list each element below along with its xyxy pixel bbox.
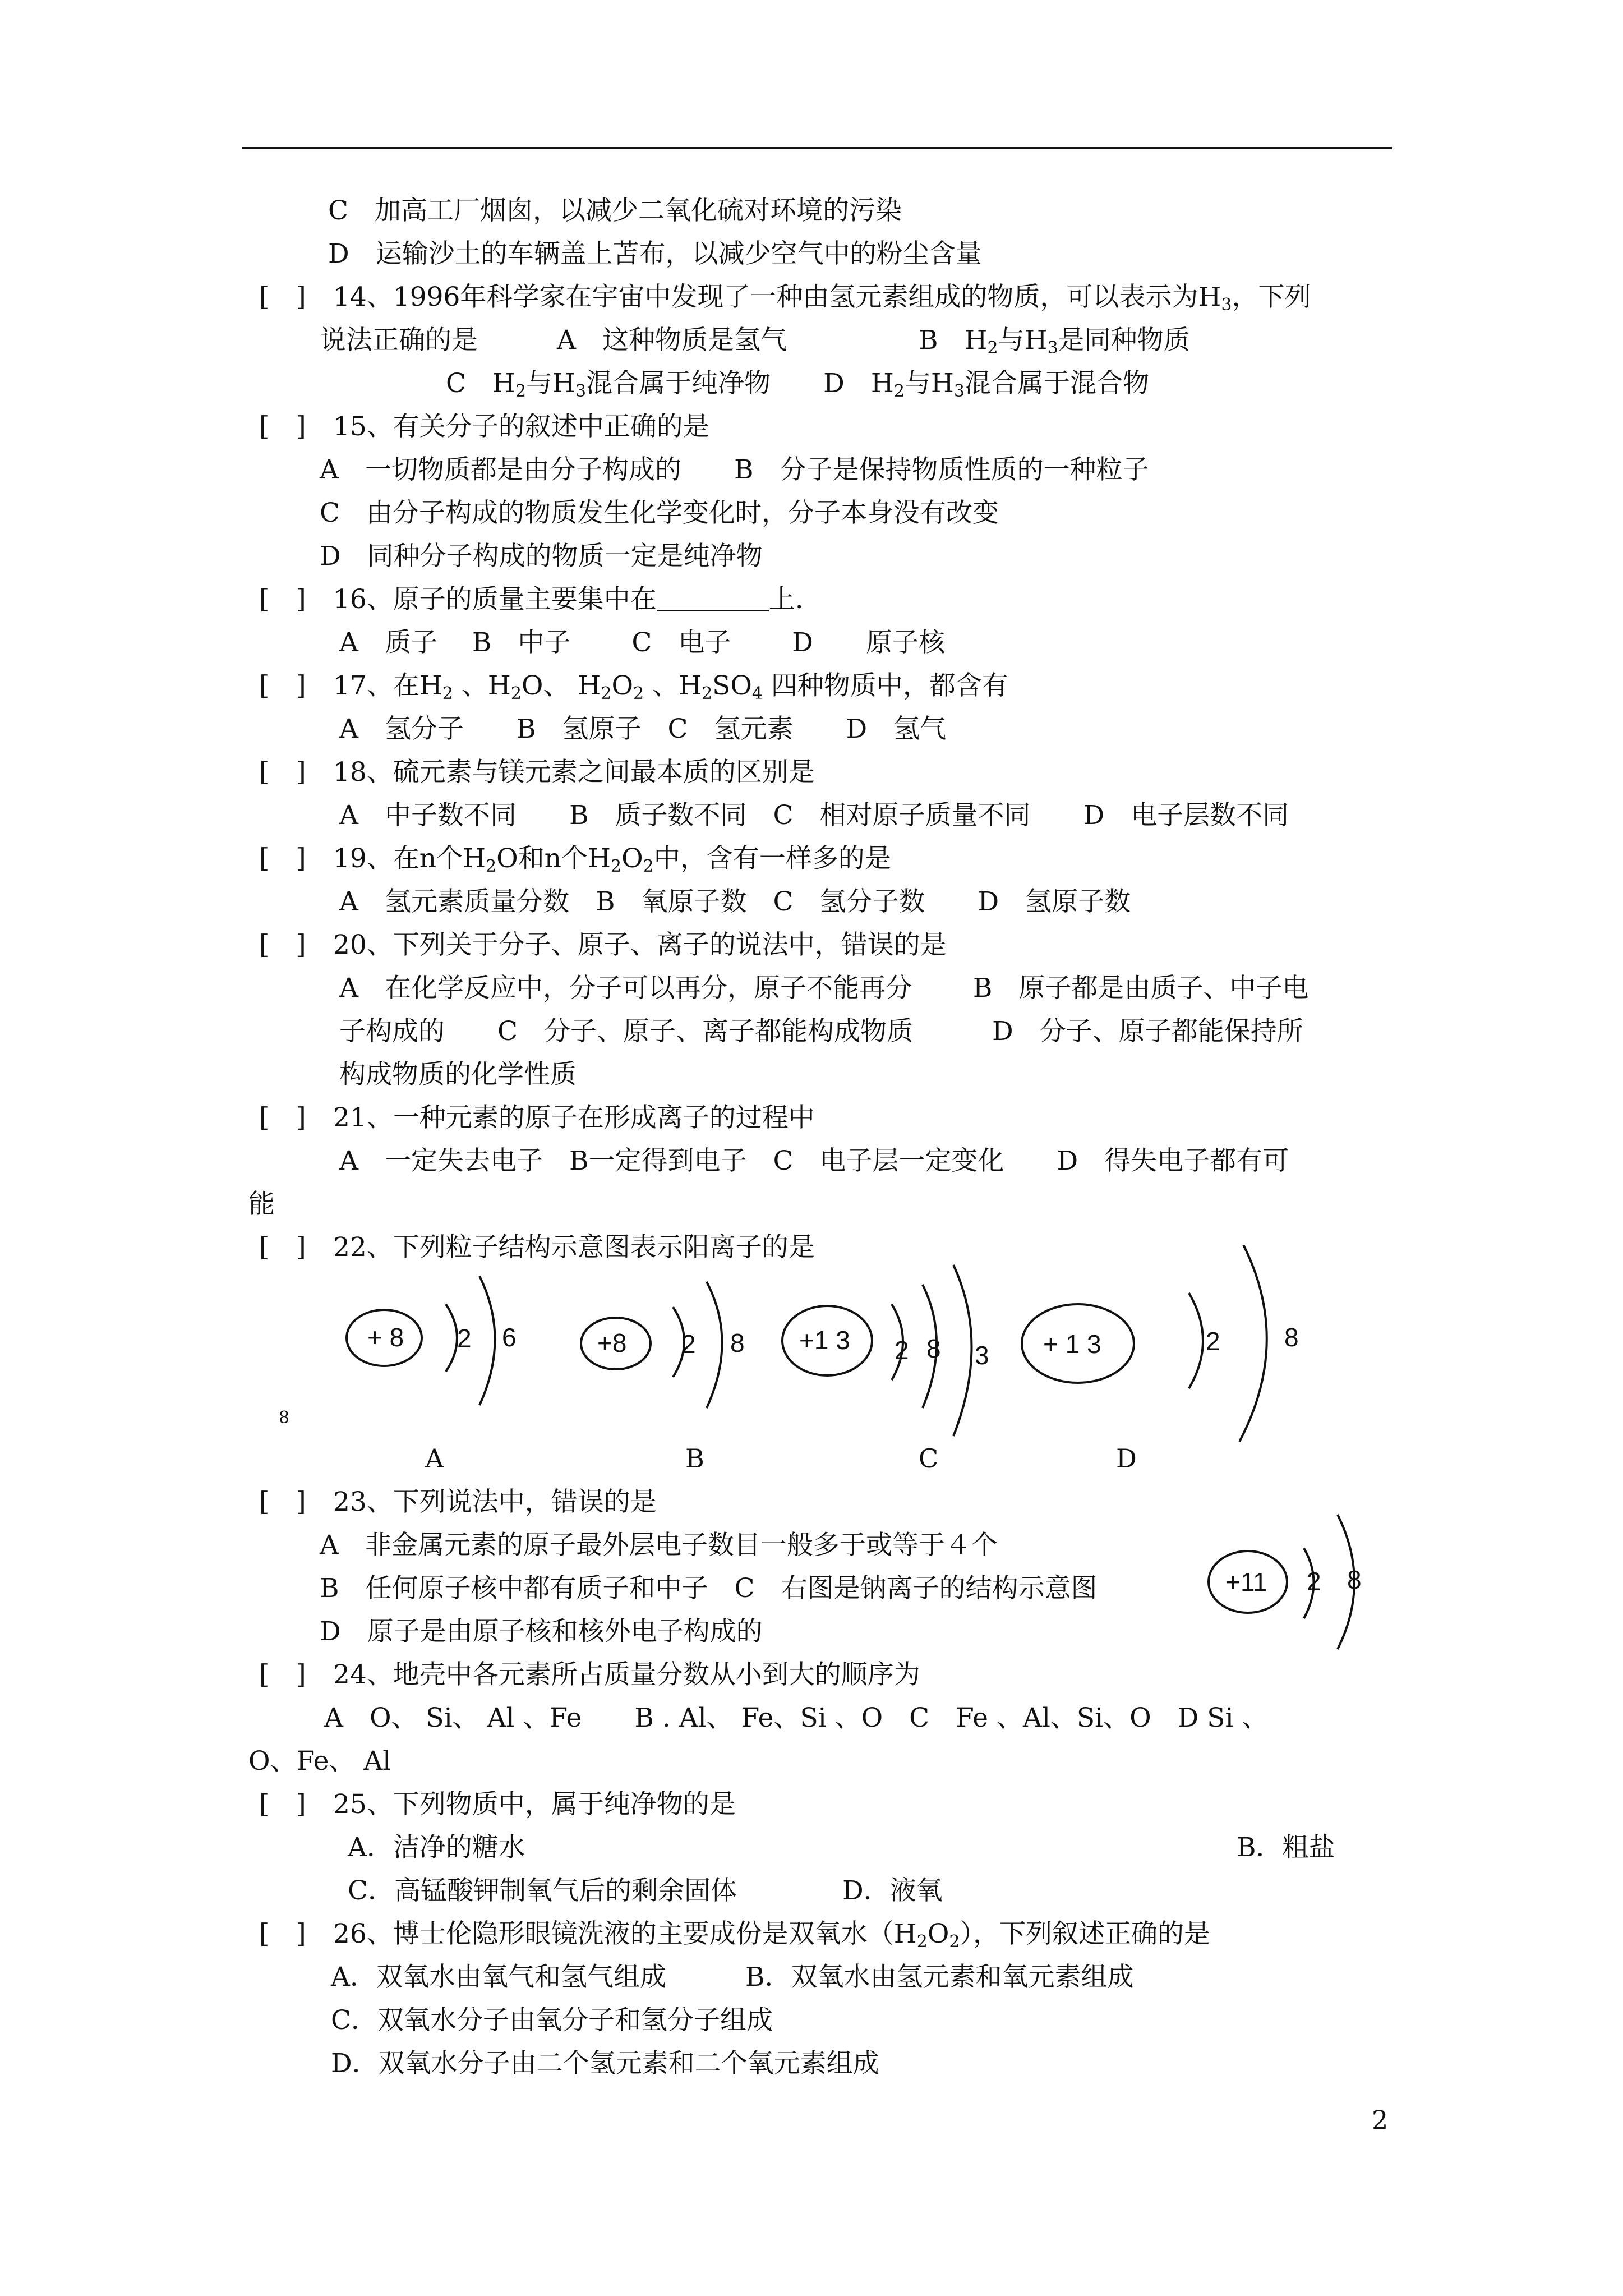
- line-text: C $H_2$与$H_3$混合属于纯净物 D $H_2$与$H_3$混合属于混合物: [446, 368, 1149, 401]
- header-rule: [242, 147, 1392, 149]
- q22-label-d: D: [1116, 1443, 1137, 1474]
- line-q25: [259, 1788, 736, 1821]
- line-text: 23、下列说法中，错误的是: [333, 1487, 657, 1517]
- answer-bracket: [ ]: [259, 930, 306, 960]
- line-q24o: [324, 1701, 1268, 1735]
- line-q25c: [348, 1874, 943, 1908]
- line-text: C．高锰酸钾制氧气后的剩余固体 D．液氧: [348, 1875, 943, 1906]
- line-text: A 中子数不同 B 质子数不同 C 相对原子质量不同 D 电子层数不同: [339, 800, 1289, 831]
- line-q21w: [248, 1188, 275, 1221]
- line-q19o: [339, 885, 1131, 919]
- q22b-shell-1-count: 2: [681, 1329, 696, 1359]
- line-q18o: [339, 799, 1289, 832]
- answer-bracket: [ ]: [259, 1232, 306, 1263]
- line-text: 19、在n个$H_2O$和n个$H_2O_2$中，含有一样多的是: [333, 843, 891, 876]
- line-text: 18、硫元素与镁元素之间最本质的区别是: [333, 757, 815, 788]
- line-q15: [259, 410, 709, 444]
- line-q23b: [320, 1572, 1098, 1605]
- line-q15d: [320, 540, 763, 573]
- q22d-shell-1-count: 2: [1206, 1327, 1220, 1356]
- line-text: C．双氧水分子由氧分子和氢分子组成: [331, 2005, 773, 2036]
- line-text: 子构成的 C 分子、原子、离子都能构成物质 D 分子、原子都能保持所: [339, 1016, 1303, 1047]
- q22a-nucleus: + 8: [367, 1323, 404, 1352]
- line-text: B 任何原子核中都有质子和中子 C 右图是钠离子的结构示意图: [320, 1573, 1098, 1604]
- page-number: 2: [1372, 2105, 1389, 2135]
- q22a-shell-2: [479, 1276, 495, 1405]
- line-text: D 原子是由原子核和核外电子构成的: [320, 1616, 763, 1647]
- line-text: A 在化学反应中，分子可以再分，原子不能再分 B 原子都是由质子、中子电: [339, 973, 1309, 1004]
- line-q20b: [339, 1015, 1303, 1048]
- line-text: A 氢分子 B 氢原子 C 氢元素 D 氢气: [339, 714, 947, 744]
- answer-bracket: [ ]: [259, 584, 306, 615]
- q22c-shell-2-count: 8: [926, 1334, 941, 1363]
- answer-bracket: [ ]: [259, 843, 306, 874]
- line-text: 20、下列关于分子、原子、离子的说法中，错误的是: [333, 930, 947, 960]
- line-text: D 同种分子构成的物质一定是纯净物: [320, 541, 763, 572]
- line-q20: [259, 928, 947, 962]
- line-q17: [259, 669, 1008, 703]
- q22-label-a: A: [425, 1443, 444, 1474]
- line-q24: [259, 1658, 920, 1692]
- line-q26: [259, 1917, 1210, 1951]
- line-q16: [259, 583, 804, 616]
- line-text: 构成物质的化学性质: [339, 1059, 577, 1090]
- q22b-shell-2: [707, 1282, 722, 1408]
- line-q13c: [328, 194, 902, 228]
- line-text: 21、一种元素的原子在形成离子的过程中: [333, 1102, 815, 1133]
- line-text: 15、有关分子的叙述中正确的是: [333, 411, 709, 442]
- q22d-nucleus: + 1 3: [1043, 1329, 1101, 1359]
- q22a-shell-1: [446, 1304, 457, 1372]
- line-text: A．洁净的糖水: [348, 1832, 525, 1863]
- line-q14: [259, 280, 1311, 314]
- line-q14c: [446, 367, 1149, 401]
- line-text: 说法正确的是 A 这种物质是氢气 B $H_2$与$H_3$是同种物质: [320, 325, 1190, 358]
- line-q15c: [320, 496, 999, 530]
- q22d-shell-2-count: 8: [1284, 1323, 1299, 1352]
- q22-label-c: C: [919, 1443, 939, 1474]
- line-text: 24、地壳中各元素所占质量分数从小到大的顺序为: [333, 1659, 920, 1690]
- line-text: 能: [248, 1189, 275, 1220]
- line-text: 14、1996年科学家在宇宙中发现了一种由氢元素组成的物质，可以表示为$H_3$，下列: [333, 282, 1311, 315]
- line-text: 17、在$H_2$ 、$H_2O$、 $H_2O_2$ 、$H_2SO_4$ 四种物质中，都含有: [333, 670, 1008, 703]
- q22-label-b: B: [685, 1443, 704, 1474]
- line-q25a: [348, 1831, 525, 1865]
- line-text: A．双氧水由氧气和氢气组成 B．双氧水由氢元素和氧元素组成: [331, 1962, 1134, 1993]
- line-tail: 上.: [768, 584, 804, 615]
- answer-bracket: [ ]: [259, 282, 306, 312]
- line-text: C 由分子构成的物质发生化学变化时，分子本身没有改变: [320, 498, 999, 528]
- answer-bracket: [ ]: [259, 757, 306, 788]
- line-text: 22、下列粒子结构示意图表示阳离子的是: [333, 1232, 815, 1263]
- line-text: C 加高工厂烟囱，以减少二氧化硫对环境的污染: [328, 195, 902, 226]
- fill-blank[interactable]: [657, 585, 769, 611]
- line-q26d: [331, 2047, 879, 2081]
- q23-sodium-ion-diagram: [1195, 1509, 1396, 1655]
- line-q20a: [339, 972, 1308, 1005]
- q22c-shell-1-count: 2: [895, 1336, 909, 1365]
- line-text: O、Fe、 Al: [248, 1746, 391, 1777]
- answer-bracket: [ ]: [259, 1102, 306, 1133]
- q22b-shell-2-count: 8: [730, 1328, 745, 1358]
- line-text: 16、原子的质量主要集中在: [333, 584, 657, 615]
- line-q14b: [320, 324, 1190, 357]
- line-q16o: [339, 626, 945, 660]
- line-q19: [259, 842, 891, 876]
- answer-bracket: [ ]: [259, 670, 306, 701]
- line-q26c: [331, 2004, 773, 2037]
- line-text: 25、下列物质中，属于纯净物的是: [333, 1789, 736, 1820]
- line-text: A 一定失去电子 B一定得到电子 C 电子层一定变化 D 得失电子都有可: [339, 1145, 1289, 1176]
- line-q24w: [248, 1745, 391, 1778]
- line-text: A 非金属元素的原子最外层电子数目一般多于或等于４个: [320, 1530, 998, 1561]
- line-q23d: [320, 1615, 763, 1649]
- line-q17o: [339, 712, 946, 746]
- q23-shell-2-count: 8: [1347, 1565, 1362, 1594]
- answer-bracket: [ ]: [259, 1789, 306, 1820]
- q22a-shell-2-count: 6: [502, 1323, 517, 1352]
- line-q21: [259, 1101, 815, 1135]
- q23-shell-1-count: 2: [1307, 1567, 1321, 1596]
- line-text: D 运输沙土的车辆盖上苫布，以减少空气中的粉尘含量: [328, 238, 982, 269]
- line-q15ab: [320, 453, 1149, 487]
- answer-bracket: [ ]: [259, 1918, 306, 1949]
- line-q21o: [339, 1144, 1289, 1178]
- line-text: A O、 Si、 Al 、Fe B . Al、 Fe、Si 、O C Fe 、Al、Si、O D Si 、: [324, 1703, 1269, 1733]
- q22d-shell-2: [1239, 1245, 1267, 1442]
- line-q26a: [331, 1961, 1133, 1994]
- q23-nucleus: +11: [1225, 1567, 1267, 1596]
- answer-bracket: [ ]: [259, 1487, 306, 1517]
- line-q20c: [339, 1058, 577, 1092]
- q22d-shell-1: [1189, 1293, 1203, 1388]
- q22b-nucleus: +8: [597, 1328, 627, 1358]
- answer-bracket: [ ]: [259, 1659, 306, 1690]
- q22-structure-diagrams: [314, 1245, 1324, 1481]
- line-q13d: [328, 237, 982, 271]
- line-text: A 氢元素质量分数 B 氧原子数 C 氢分子数 D 氢原子数: [339, 886, 1131, 917]
- line-text: B．粗盐: [1237, 1832, 1335, 1863]
- line-q18: [259, 756, 815, 789]
- line-q25b: [1237, 1831, 1335, 1865]
- q22a-shell-1-count: 2: [457, 1324, 472, 1353]
- stray-number: 8: [279, 1408, 290, 1428]
- q22c-shell-3: [953, 1265, 972, 1436]
- q22c-shell-3-count: 3: [975, 1341, 989, 1370]
- line-text: A 一切物质都是由分子构成的 B 分子是保持物质性质的一种粒子: [320, 454, 1149, 485]
- line-q23: [259, 1485, 657, 1519]
- line-q23a: [320, 1529, 998, 1562]
- q22c-nucleus: +1 3: [799, 1326, 850, 1355]
- line-text: A 质子 B 中子 C 电子 D 原子核: [339, 627, 945, 658]
- line-text: D．双氧水分子由二个氢元素和二个氧元素组成: [331, 2048, 879, 2079]
- answer-bracket: [ ]: [259, 411, 306, 442]
- line-text: 26、博士伦隐形眼镜洗液的主要成份是双氧水$(H_2O_2)$，下列叙述正确的是: [333, 1918, 1211, 1952]
